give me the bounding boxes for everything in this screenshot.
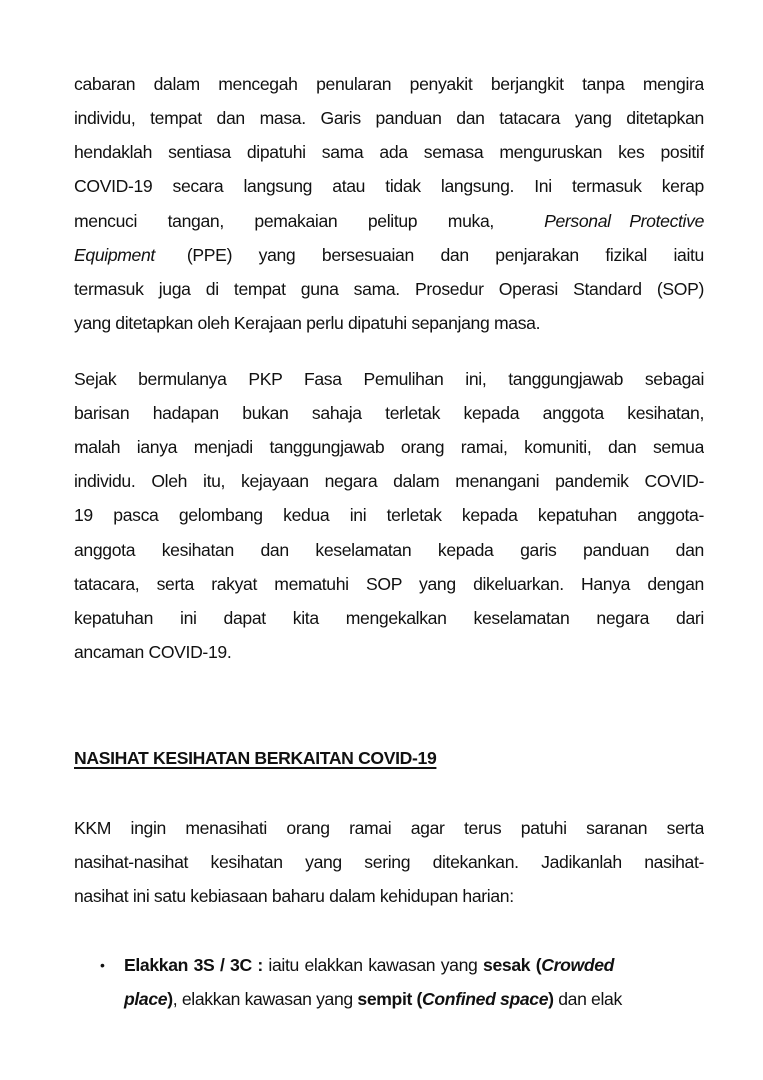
paragraph-line: hendaklah sentiasa dipatuhi sama ada semasa menguruskan kes positif (74, 142, 704, 162)
paragraph-line: anggota kesihatan dan keselamatan kepada garis panduan dan (74, 540, 704, 560)
text-run: iaitu elakkan kawasan yang (262, 955, 484, 975)
paragraph-line: individu. Oleh itu, kejayaan negara dalam menangani pandemik COVID- (74, 471, 704, 491)
bold-italic-text: Crowded (541, 955, 615, 975)
bold-text: sempit ( (357, 989, 423, 1009)
paragraph-line: yang ditetapkan oleh Kerajaan perlu dipatuhi sepanjang masa. (74, 313, 541, 333)
text-run: , elakkan kawasan yang (172, 989, 358, 1009)
paragraph-line: malah ianya menjadi tanggungjawab orang ramai, komuniti, dan semua (74, 437, 704, 457)
paragraph-line: Sejak bermulanya PKP Fasa Pemulihan ini, tanggungjawab sebagai (74, 369, 704, 389)
paragraph-line (74, 244, 704, 266)
bullet-marker: • (100, 957, 105, 973)
bullet-label: Elakkan 3S / 3C : (124, 955, 263, 975)
paragraph-line: barisan hadapan bukan sahaja terletak kepada anggota kesihatan, (74, 403, 704, 423)
italic-text: Personal Protective (544, 211, 704, 231)
bold-italic-text: place (124, 989, 168, 1009)
paragraph-line: 19 pasca gelombang kedua ini terletak kepada kepatuhan anggota- (74, 505, 704, 525)
paragraph-line (74, 210, 704, 232)
bold-text: ) (548, 989, 554, 1009)
text-run: dan elak (553, 989, 622, 1009)
section-heading: NASIHAT KESIHATAN BERKAITAN COVID-19 (74, 748, 437, 768)
bold-italic-text: Confined space (422, 989, 549, 1009)
paragraph-line: tatacara, serta rakyat mematuhi SOP yang dikeluarkan. Hanya dengan (74, 574, 704, 594)
text-run: mencuci tangan, pemakaian pelitup muka, (74, 211, 494, 231)
bullet-line (124, 988, 704, 1010)
paragraph-line: COVID-19 secara langsung atau tidak langsung. Ini termasuk kerap (74, 176, 704, 196)
paragraph-line: individu, tempat dan masa. Garis panduan dan tatacara yang ditetapkan (74, 108, 704, 128)
paragraph-line: kepatuhan ini dapat kita mengekalkan keselamatan negara dari (74, 608, 704, 628)
bold-text: sesak ( (483, 955, 542, 975)
paragraph-line: cabaran dalam mencegah penularan penyakit berjangkit tanpa mengira (74, 74, 704, 94)
paragraph-line: nasihat ini satu kebiasaan baharu dalam kehidupan harian: (74, 886, 514, 906)
paragraph-line: KKM ingin menasihati orang ramai agar terus patuhi saranan serta (74, 818, 704, 838)
bold-text: ) (167, 989, 173, 1009)
bullet-line (124, 954, 704, 976)
italic-text: Equipment (74, 245, 155, 265)
paragraph-line: nasihat-nasihat kesihatan yang sering ditekankan. Jadikanlah nasihat- (74, 852, 704, 872)
paragraph-line: ancaman COVID-19. (74, 642, 232, 662)
paragraph-line: termasuk juga di tempat guna sama. Prosedur Operasi Standard (SOP) (74, 279, 704, 299)
text-run: (PPE) yang bersesuaian dan penjarakan fizikal iaitu (186, 245, 704, 265)
